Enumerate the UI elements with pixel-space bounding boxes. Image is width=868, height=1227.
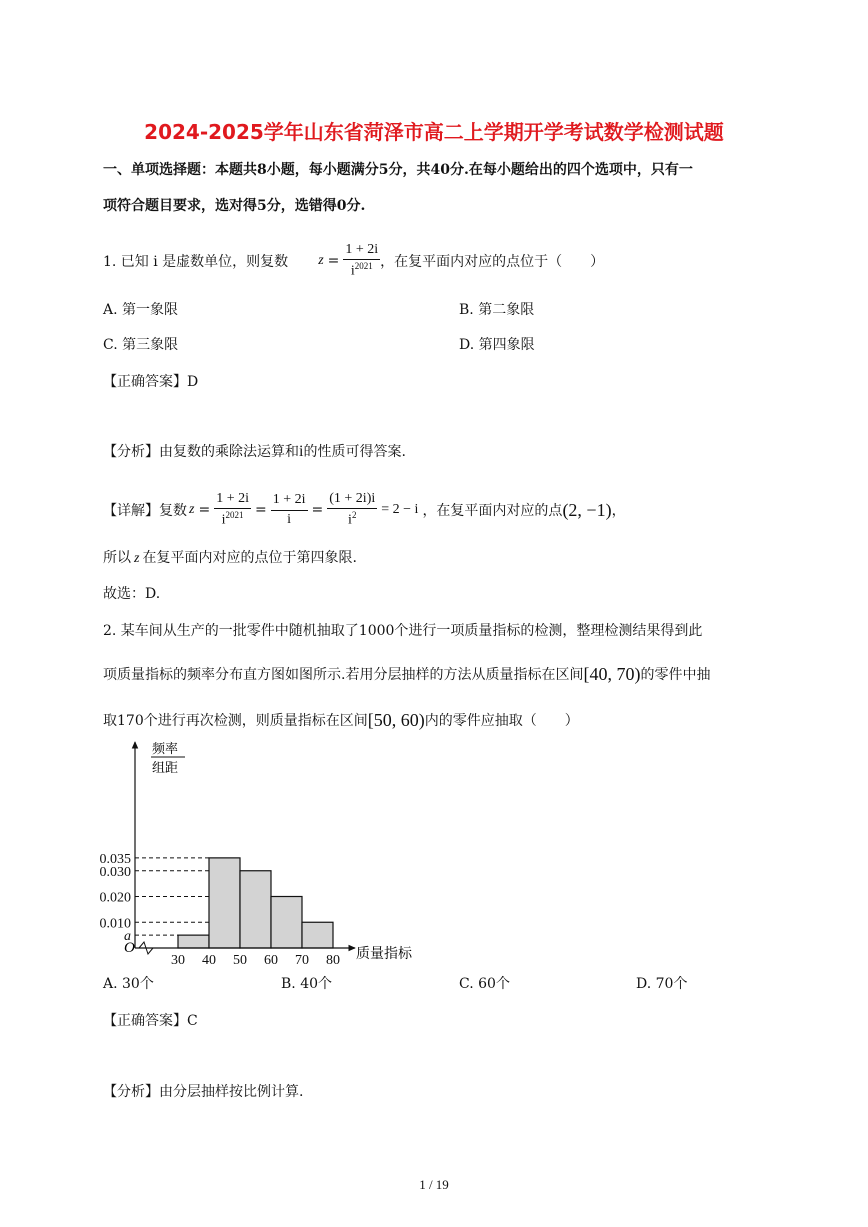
x-tick-label: 40 bbox=[202, 953, 216, 966]
page-title: 2024-2025学年山东省菏泽市高二上学期开学考试数学检测试题 bbox=[144, 120, 724, 144]
q1-detail-prefix: 【详解】复数 bbox=[103, 503, 187, 519]
q1-detail-line2: 所以 z 在复平面内对应的点位于第四象限. bbox=[103, 550, 357, 566]
section-heading-line1: 一、单项选择题：本题共8小题，每小题满分5分，共40分.在每小题给出的四个选项中，只有一 bbox=[103, 162, 693, 178]
q1-frac-num: 1 + 2i bbox=[343, 242, 380, 260]
histogram-bar bbox=[178, 935, 209, 948]
x-tick-label: 70 bbox=[295, 953, 309, 966]
q2-answer: 【正确答案】C bbox=[103, 1013, 198, 1029]
origin-label: O bbox=[124, 940, 135, 956]
y-label-bottom: 组距 bbox=[152, 761, 179, 776]
q2-option-b: B. 40个 bbox=[281, 976, 333, 992]
q1-option-b: B. 第二象限 bbox=[459, 302, 535, 318]
y-tick-label: 0.030 bbox=[100, 864, 131, 880]
q1-option-c: C. 第三象限 bbox=[103, 337, 179, 353]
q2-option-d: D. 70个 bbox=[636, 976, 688, 992]
question-2-line3: 取170个进行再次检测，则质量指标在区间 [50, 60) 内的零件应抽取（ ） bbox=[103, 709, 579, 730]
q1-suffix: ，在复平面内对应的点位于（ ） bbox=[380, 254, 605, 270]
q1-prefix: 1. 已知 i 是虚数单位，则复数 bbox=[103, 254, 289, 270]
y-tick-label: 0.035 bbox=[100, 851, 131, 867]
y-tick-label: a bbox=[124, 929, 131, 945]
q1-detail-frac1: $\frac{1 + 2i}{i^{2021}}$ bbox=[216, 491, 249, 528]
question-2-line2: 项质量指标的频率分布直方图如图所示.若用分层抽样的方法从质量指标在区间 [40, 70) 的零件中抽 bbox=[103, 663, 711, 684]
q1-fraction bbox=[343, 242, 380, 280]
page-number: 1 / 19 bbox=[419, 1177, 449, 1192]
interval-50-60: [50, 60) bbox=[367, 709, 425, 730]
q1-detail: 【详解】复数 z = $\frac{1 + 2i}{i^{2021}}$ = $\frac{1 + 2i}{i}$ = $\frac{(1 + 2i)i}{i^2}$ = 2 − i ，在复平面内对应的点 (2, −1) ， bbox=[103, 491, 626, 528]
q1-frac-exp: 2021 bbox=[354, 261, 373, 272]
histogram-bar bbox=[240, 871, 271, 948]
x-axis-label: 质量指标 bbox=[356, 946, 412, 962]
q1-answer: 【正确答案】D bbox=[103, 374, 199, 390]
q2-option-c: C. 60个 bbox=[459, 976, 510, 992]
interval-40-70: [40, 70) bbox=[583, 663, 641, 684]
y-label-top: 频率 bbox=[152, 742, 179, 757]
y-tick-label: 0.020 bbox=[100, 890, 131, 906]
q1-option-a: A. 第一象限 bbox=[103, 302, 179, 318]
q1-choice: 故选：D. bbox=[103, 586, 161, 602]
section-heading-line2: 项符合题目要求，选对得5分，选错得0分. bbox=[103, 198, 366, 214]
x-tick-label: 50 bbox=[233, 953, 247, 966]
frequency-histogram bbox=[100, 738, 440, 966]
q2-option-a: A. 30个 bbox=[103, 976, 154, 992]
q1-frac-den: i bbox=[350, 263, 355, 279]
histogram-bar bbox=[209, 858, 240, 948]
q1-var-z: z bbox=[318, 253, 324, 268]
q1-point: (2, −1) bbox=[562, 499, 612, 520]
x-tick-label: 80 bbox=[326, 953, 340, 966]
histogram-bar bbox=[271, 897, 302, 949]
question-2-line1: 2. 某车间从生产的一批零件中随机抽取了1000个进行一项质量指标的检测，整理检测结果得到此 bbox=[103, 623, 703, 639]
histogram-bar bbox=[302, 922, 333, 948]
x-tick-label: 60 bbox=[264, 953, 278, 966]
x-tick-label: 30 bbox=[171, 953, 185, 966]
q1-analysis: 【分析】由复数的乘除法运算和i的性质可得答案. bbox=[103, 443, 406, 460]
q1-option-d: D. 第四象限 bbox=[459, 337, 535, 353]
q2-analysis: 【分析】由分层抽样按比例计算. bbox=[103, 1084, 304, 1100]
question-1-stem bbox=[103, 236, 604, 286]
q1-equals: = bbox=[327, 253, 340, 269]
q1-detail-frac3: $\frac{(1 + 2i)i}{i^2}$ bbox=[329, 491, 376, 528]
y-tick-label: 0.010 bbox=[100, 916, 131, 932]
q1-detail-frac2: $\frac{1 + 2i}{i}$ bbox=[272, 492, 306, 527]
